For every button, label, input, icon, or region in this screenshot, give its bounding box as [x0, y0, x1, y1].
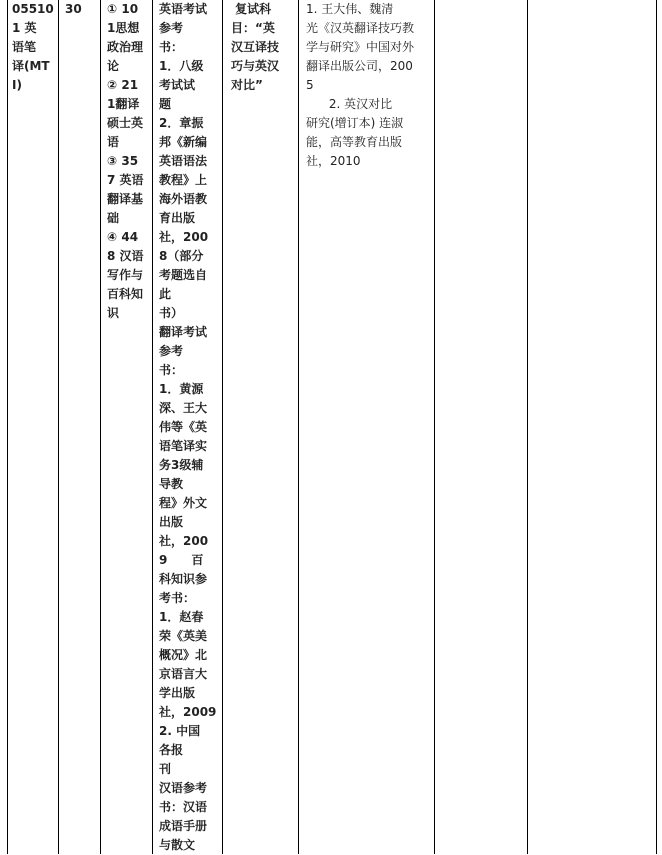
cell-line: 深、王大 — [159, 401, 208, 415]
table-border-left — [7, 0, 8, 854]
cell-line: 30 — [65, 2, 82, 16]
column-divider — [222, 0, 223, 854]
cell-line: 学与研究》中国对外 — [306, 40, 415, 54]
cell-line: 京语言大 — [159, 667, 208, 681]
cell-line: 学出版 — [159, 686, 196, 700]
cell-line: ① 10 — [107, 2, 139, 16]
cell-line: 8 汉语 — [107, 249, 144, 263]
cell-line: 翻译基 — [107, 192, 144, 206]
cell-line: I) — [12, 78, 22, 92]
cell-line: 书： — [159, 363, 184, 377]
cell-line: 考题选自 — [159, 268, 208, 282]
cell-line: 参考 — [159, 344, 184, 358]
cell-line: 语 — [107, 135, 120, 149]
cell-line: 考书： — [159, 591, 196, 605]
cell-reference-books — [159, 0, 217, 855]
cell-line: 05510 — [12, 2, 54, 16]
cell-line: 论 — [107, 59, 120, 73]
cell-line: 政治理 — [107, 40, 144, 54]
cell-line: 务3级辅 — [159, 458, 204, 472]
cell-line: ④ 44 — [107, 230, 139, 244]
cell-line: 题 — [159, 97, 172, 111]
cell-line: 书） — [159, 306, 184, 320]
cell-line: 此 — [159, 287, 172, 301]
cell-line: 语笔译实 — [159, 439, 208, 453]
cell-line: 语笔 — [12, 40, 37, 54]
cell-line: 社，200 — [159, 534, 209, 548]
cell-line: 书：汉语 — [159, 800, 208, 814]
cell-line: 教程》上 — [159, 173, 208, 187]
cell-line: 翻译考试 — [159, 325, 208, 339]
table-border-right — [656, 0, 657, 854]
cell-line: 2. 中国 — [159, 724, 201, 738]
cell-program-code — [12, 0, 56, 95]
cell-line: ② 21 — [107, 78, 139, 92]
cell-line: 复试科 — [231, 2, 272, 16]
cell-line: ③ 35 — [107, 154, 139, 168]
cell-line: 成语手册 — [159, 819, 208, 833]
cell-line: 识 — [107, 306, 120, 320]
cell-line: 7 英语 — [107, 173, 144, 187]
cell-enrollment — [65, 0, 95, 19]
cell-line: 荣《英美 — [159, 629, 208, 643]
cell-line: 光《汉英翻译技巧教 — [306, 21, 415, 35]
cell-line: 刊 — [159, 762, 172, 776]
cell-line: 翻译出版公司，200 — [306, 59, 413, 73]
cell-line: 2. 英汉对比 — [306, 97, 393, 111]
cell-line: 础 — [107, 211, 120, 225]
cell-line: 英语考试 — [159, 2, 208, 16]
cell-line: 百科知 — [107, 287, 144, 301]
cell-line: 8（部分 — [159, 249, 204, 263]
column-divider — [527, 0, 528, 854]
cell-line: 1 英 — [12, 21, 37, 35]
cell-retest-subject — [231, 0, 293, 95]
cell-line: 书： — [159, 40, 184, 54]
cell-line: 1．黄源 — [159, 382, 204, 396]
cell-line: 导教 — [159, 477, 184, 491]
cell-line: 写作与 — [107, 268, 144, 282]
cell-line: 1. 王大伟、魏清 — [306, 2, 394, 16]
cell-line: 参考 — [159, 21, 184, 35]
cell-line: 育出版 — [159, 211, 196, 225]
cell-line: 目：“英 — [231, 21, 275, 35]
cell-line: 程》外文 — [159, 496, 208, 510]
cell-line: 社，2010 — [306, 154, 361, 168]
cell-line: 伟等《英 — [159, 420, 208, 434]
cell-line: 巧与英汉 — [231, 59, 280, 73]
cell-exam-subjects — [107, 0, 151, 323]
cell-line: 汉互译技 — [231, 40, 280, 54]
column-divider — [152, 0, 153, 854]
cell-line: 1思想 — [107, 21, 140, 35]
cell-line: 社，200 — [159, 230, 209, 244]
cell-line: 概况》北 — [159, 648, 208, 662]
cell-line: 硕士英 — [107, 116, 144, 130]
column-divider — [298, 0, 299, 854]
cell-line: 海外语教 — [159, 192, 208, 206]
cell-line: 研究(增订本) 连淑 — [306, 116, 404, 130]
cell-line: 对比” — [231, 78, 263, 92]
cell-line: 5 — [306, 78, 314, 92]
cell-line: 1．八级 — [159, 59, 204, 73]
cell-line: 出版 — [159, 515, 184, 529]
cell-line: 能，高等教育出版 — [306, 135, 403, 149]
cell-line: 汉语参考 — [159, 781, 208, 795]
cell-line: 9 百 — [159, 553, 204, 567]
column-divider — [100, 0, 101, 854]
column-divider — [58, 0, 59, 854]
cell-line: 与散文 — [159, 838, 196, 852]
column-divider — [434, 0, 435, 854]
cell-line: 社，2009 — [159, 705, 217, 719]
cell-line: 英语语法 — [159, 154, 208, 168]
cell-line: 各报 — [159, 743, 184, 757]
cell-line: 考试试 — [159, 78, 196, 92]
cell-line: 1．赵春 — [159, 610, 204, 624]
cell-line: 邦《新编 — [159, 135, 208, 149]
cell-line: 2．章振 — [159, 116, 204, 130]
cell-line: 1翻译 — [107, 97, 140, 111]
cell-line: 科知识参 — [159, 572, 208, 586]
cell-retest-books — [306, 0, 431, 171]
cell-line: 译(MT — [12, 59, 50, 73]
